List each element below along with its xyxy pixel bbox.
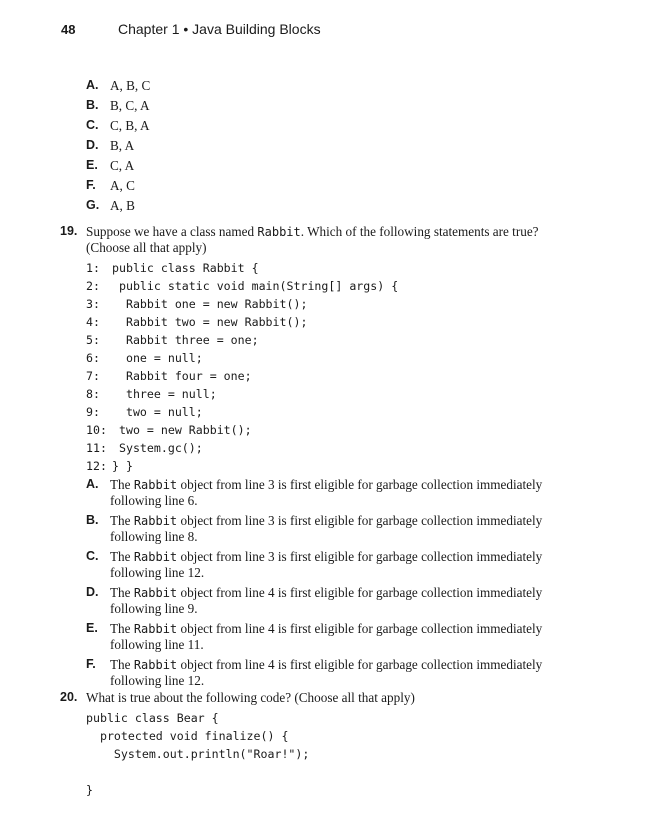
code-line — [86, 763, 580, 781]
question-19 — [60, 224, 580, 693]
code-text: public class Rabbit { — [112, 261, 259, 275]
answer-option — [86, 513, 580, 544]
question-text: What is true about the following code? (Choose all that apply) — [86, 690, 415, 705]
option-text: B, A — [110, 138, 135, 153]
code-text: System.gc(); — [112, 441, 203, 455]
code-text: Rabbit two = new Rabbit(); — [112, 315, 308, 329]
code-text: protected void finalize() { — [86, 729, 289, 743]
code-line — [86, 367, 580, 385]
option-text: B, C, A — [110, 98, 150, 113]
code-line — [86, 331, 580, 349]
option-letter: A. — [86, 477, 99, 491]
code-text: two = null; — [112, 405, 203, 419]
option-letter: B. — [86, 98, 99, 112]
question-number: 19. — [60, 224, 78, 238]
line-number: 10: — [86, 423, 107, 437]
option-item — [86, 138, 570, 158]
option-text: The Rabbit object from line 4 is first eligible for garbage collection immediately following line 12. — [110, 657, 543, 688]
line-number: 6: — [86, 351, 100, 365]
option-item — [86, 78, 570, 98]
option-letter: G. — [86, 198, 100, 212]
answer-option — [86, 549, 580, 580]
option-letter: D. — [86, 138, 99, 152]
answer-options — [86, 477, 580, 688]
code-text: two = new Rabbit(); — [112, 423, 252, 437]
question-number: 20. — [60, 690, 78, 704]
option-item — [86, 158, 570, 178]
question-20 — [60, 690, 580, 799]
code-line — [86, 457, 580, 475]
line-number: 12: — [86, 459, 107, 473]
code-listing — [86, 259, 580, 475]
line-number: 5: — [86, 333, 100, 347]
code-listing — [86, 709, 580, 799]
option-letter: E. — [86, 158, 98, 172]
answer-option — [86, 657, 580, 688]
option-text: The Rabbit object from line 4 is first eligible for garbage collection immediately following line 9. — [110, 585, 543, 616]
option-letter: A. — [86, 78, 99, 92]
answer-option — [86, 621, 580, 652]
option-item — [86, 118, 570, 138]
code-text: Rabbit three = one; — [112, 333, 259, 347]
code-line — [86, 349, 580, 367]
code-line — [86, 781, 580, 799]
line-number: 7: — [86, 369, 100, 383]
chapter-title: Chapter 1 • Java Building Blocks — [118, 21, 321, 37]
class-name-code: Rabbit — [257, 225, 301, 239]
option-item — [86, 98, 570, 118]
answer-option — [86, 585, 580, 616]
option-text: The Rabbit object from line 4 is first eligible for garbage collection immediately following line 11. — [110, 621, 543, 652]
option-text: C, A — [110, 158, 135, 173]
code-line — [86, 313, 580, 331]
line-number: 3: — [86, 297, 100, 311]
code-line — [86, 385, 580, 403]
option-text: A, B — [110, 198, 135, 213]
option-letter: D. — [86, 585, 99, 599]
page-number: 48 — [61, 22, 76, 37]
code-text: public static void main(String[] args) { — [112, 279, 399, 293]
code-text: one = null; — [112, 351, 203, 365]
option-item — [86, 198, 570, 218]
option-text: The Rabbit object from line 3 is first eligible for garbage collection immediately following line 6. — [110, 477, 543, 508]
code-line — [86, 403, 580, 421]
code-text: public class Bear { — [86, 711, 219, 725]
code-text: System.out.println("Roar!"); — [86, 747, 310, 761]
previous-question-options — [86, 78, 570, 218]
code-text: Rabbit one = new Rabbit(); — [112, 297, 308, 311]
page-header — [0, 20, 667, 40]
code-line — [86, 421, 580, 439]
option-text: The Rabbit object from line 3 is first eligible for garbage collection immediately following line 8. — [110, 513, 543, 544]
line-number: 2: — [86, 279, 100, 293]
code-text: } — [86, 783, 93, 797]
code-line — [86, 727, 580, 745]
option-text: The Rabbit object from line 3 is first eligible for garbage collection immediately following line 12. — [110, 549, 543, 580]
option-item — [86, 178, 570, 198]
line-number: 4: — [86, 315, 100, 329]
code-text: three = null; — [112, 387, 217, 401]
code-text: Rabbit four = one; — [112, 369, 252, 383]
option-letter: C. — [86, 118, 99, 132]
code-line — [86, 709, 580, 727]
code-line — [86, 439, 580, 457]
option-text: A, B, C — [110, 78, 151, 93]
code-line — [86, 259, 580, 277]
option-letter: F. — [86, 657, 96, 671]
code-line — [86, 295, 580, 313]
option-text: A, C — [110, 178, 135, 193]
line-number: 8: — [86, 387, 100, 401]
code-line — [86, 745, 580, 763]
line-number: 1: — [86, 261, 100, 275]
option-letter: B. — [86, 513, 99, 527]
code-line — [86, 277, 580, 295]
question-text: Suppose we have a class named Rabbit. Which of the following statements are true? (Choose all that apply) — [86, 224, 539, 255]
line-number: 9: — [86, 405, 100, 419]
option-text: C, B, A — [110, 118, 150, 133]
option-letter: C. — [86, 549, 99, 563]
option-letter: F. — [86, 178, 96, 192]
option-letter: E. — [86, 621, 98, 635]
answer-option — [86, 477, 580, 508]
code-text: } } — [112, 459, 133, 473]
line-number: 11: — [86, 441, 107, 455]
